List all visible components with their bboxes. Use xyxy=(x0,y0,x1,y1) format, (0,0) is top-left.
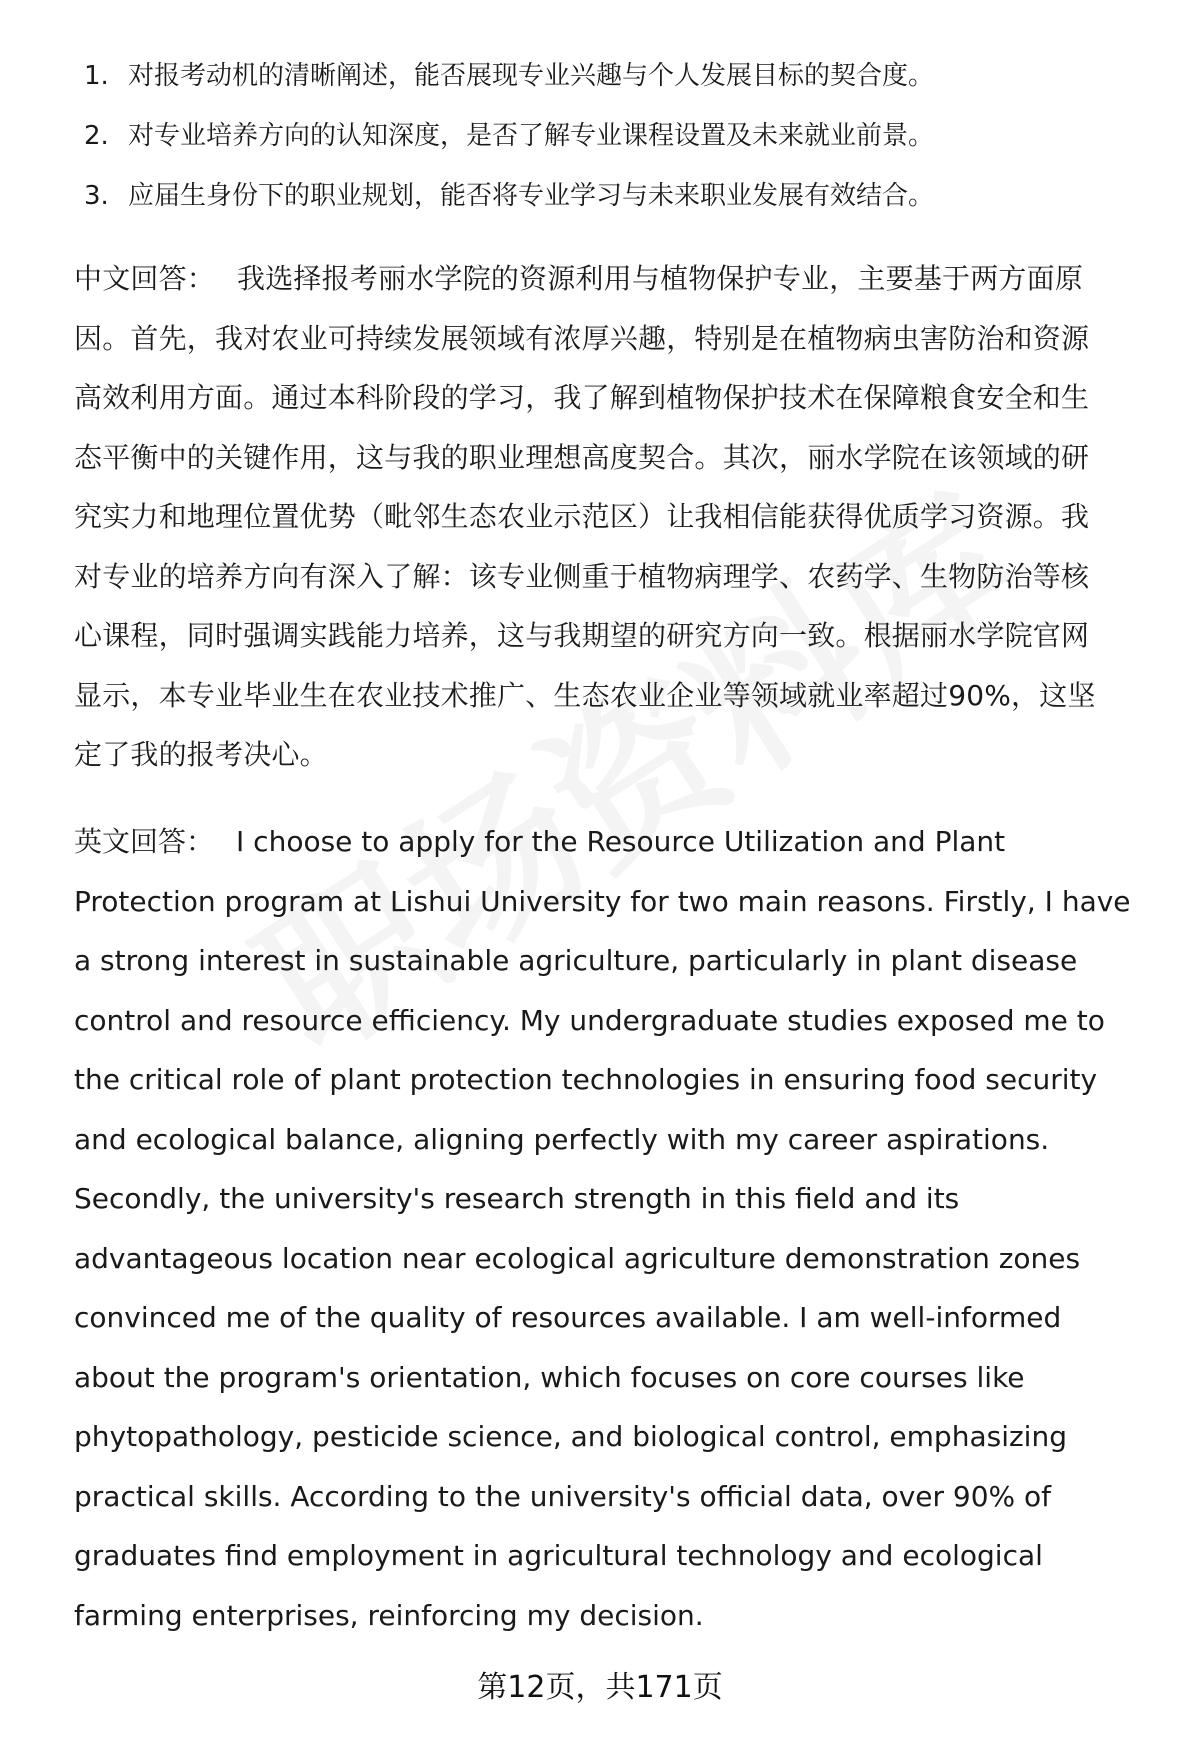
english-answer-line: control and resource efficiency. My undergraduate studies exposed me to xyxy=(74,1003,1105,1037)
english-answer-line: practical skills. According to the university's official data, over 90% of xyxy=(74,1479,1052,1513)
chinese-answer xyxy=(74,249,1154,785)
criteria-text: 对专业培养方向的认知深度，是否了解专业课程设置及未来就业前景。 xyxy=(128,121,935,151)
chinese-answer-line: 态平衡中的关键作用，这与我的职业理想高度契合。其次，丽水学院在该领域的研 xyxy=(74,440,1090,474)
english-answer-line: and ecological balance, aligning perfectly with my career aspirations. xyxy=(74,1122,1050,1156)
criteria-item xyxy=(84,166,1144,226)
criteria-text: 应届生身份下的职业规划，能否将专业学习与未来职业发展有效结合。 xyxy=(128,181,935,211)
english-answer-line: 英文回答： I choose to apply for the Resource Utilization and Plant xyxy=(74,825,1006,858)
chinese-answer-line: 因。首先，我对农业可持续发展领域有浓厚兴趣，特别是在植物病虫害防治和资源 xyxy=(74,321,1090,355)
chinese-answer-line: 中文回答： 我选择报考丽水学院的资源利用与植物保护专业，主要基于两方面原 xyxy=(74,262,1084,295)
chinese-answer-line: 定了我的报考决心。 xyxy=(74,738,328,771)
english-answer-line: convinced me of the quality of resources available. I am well-informed xyxy=(74,1301,1062,1334)
english-answer-line: a strong interest in sustainable agriculture, particularly in plant disease xyxy=(74,944,1078,977)
criteria-item xyxy=(84,46,1144,106)
english-answer-line: advantageous location near ecological agriculture demonstration zones xyxy=(74,1241,1081,1275)
criteria-text: 对报考动机的清晰阐述，能否展现专业兴趣与个人发展目标的契合度。 xyxy=(128,61,935,91)
chinese-answer-line: 高效利用方面。通过本科阶段的学习，我了解到植物保护技术在保障粮食安全和生 xyxy=(74,381,1090,414)
chinese-answer-line: 究实力和地理位置优势（毗邻生态农业示范区）让我相信能获得优质学习资源。我 xyxy=(74,500,1090,533)
page-number: 第12页，共171页 xyxy=(477,1670,723,1705)
english-answer xyxy=(74,812,1154,1645)
chinese-answer-line: 显示，本专业毕业生在农业技术推广、生态农业企业等领域就业率超过90%，这坚 xyxy=(74,678,1096,712)
english-answer-line: farming enterprises, reinforcing my decision. xyxy=(74,1598,704,1632)
criteria-number: 2. xyxy=(84,121,109,151)
criteria-number: 3. xyxy=(84,181,109,211)
english-answer-line: Protection program at Lishui University for two main reasons. Firstly, I have xyxy=(74,884,1131,918)
evaluation-criteria-list xyxy=(84,46,1144,226)
english-answer-line: graduates find employment in agricultural technology and ecological xyxy=(74,1539,1043,1572)
english-answer-line: the critical role of plant protection technologies in ensuring food security xyxy=(74,1063,1098,1096)
english-answer-line: Secondly, the university's research strength in this field and its xyxy=(74,1182,960,1215)
english-answer-line: phytopathology, pesticide science, and biological control, emphasizing xyxy=(74,1420,1067,1453)
chinese-answer-label: 中文回答： xyxy=(74,262,216,295)
chinese-answer-line: 对专业的培养方向有深入了解：该专业侧重于植物病理学、农药学、生物防治等核 xyxy=(74,559,1090,593)
criteria-number: 1. xyxy=(84,61,109,91)
english-answer-label: 英文回答： xyxy=(74,825,215,858)
english-answer-line: about the program's orientation, which focuses on core courses like xyxy=(74,1360,1025,1394)
criteria-item xyxy=(84,106,1144,166)
chinese-answer-line: 心课程，同时强调实践能力培养，这与我期望的研究方向一致。根据丽水学院官网 xyxy=(74,619,1090,652)
